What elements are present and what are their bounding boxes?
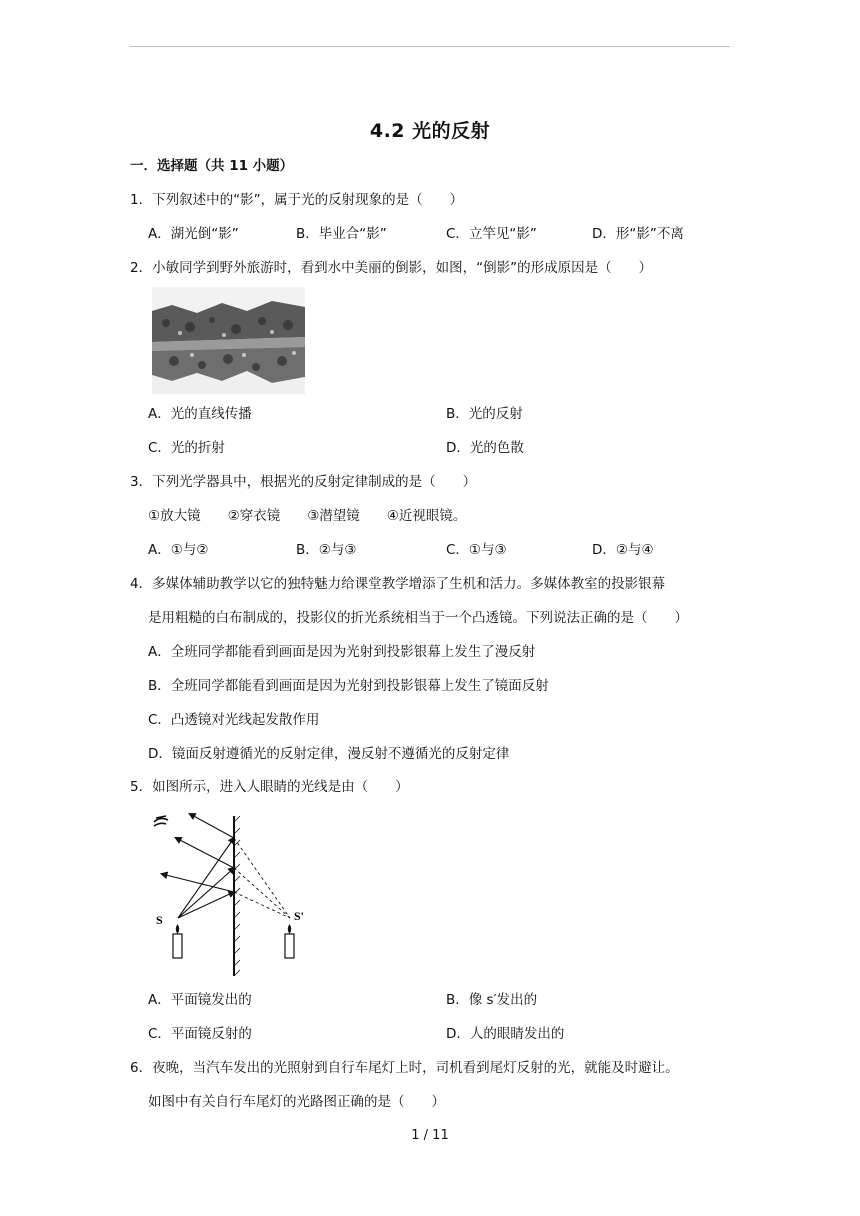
q4-option-d: D．镜面反射遵循光的反射定律，漫反射不遵循光的反射定律	[148, 746, 510, 762]
page-number: 1 / 11	[411, 1128, 449, 1143]
q1-option-b: B．毕业合“影”	[296, 226, 387, 242]
q6-stem-line1: 6．夜晚，当汽车发出的光照射到自行车尾灯上时，司机看到尾灯反射的光，就能及时避让。	[130, 1060, 679, 1076]
header-rule	[130, 46, 730, 47]
page-title: 4.2 光的反射	[369, 120, 491, 142]
q3-option-b: B．②与③	[296, 542, 357, 558]
q2-option-a: A．光的直线传播	[148, 406, 252, 422]
q5-stem: 5．如图所示，进入人眼睛的光线是由（ ）	[130, 779, 409, 795]
q3-option-d: D．②与④	[592, 542, 654, 558]
section-heading: 一．选择题（共 11 小题）	[130, 158, 294, 174]
q1-option-a: A．湖光倒“影”	[148, 226, 239, 242]
q2-option-c: C．光的折射	[148, 440, 225, 456]
q5-option-d: D．人的眼睛发出的	[446, 1026, 565, 1042]
candle-icon	[173, 934, 182, 958]
q2-option-d: D．光的色散	[446, 440, 524, 456]
q6-stem-line2: 如图中有关自行车尾灯的光路图正确的是（ ）	[148, 1094, 445, 1110]
label-s-prime: S'	[294, 909, 305, 923]
q1-stem: 1．下列叙述中的“影”，属于光的反射现象的是（ ）	[130, 192, 464, 208]
q5-option-a: A．平面镜发出的	[148, 992, 252, 1008]
reflection-photo	[152, 287, 305, 394]
q3-option-c: C．①与③	[446, 542, 507, 558]
q4-option-a: A．全班同学都能看到画面是因为光射到投影银幕上发生了漫反射	[148, 644, 536, 660]
q2-stem: 2．小敏同学到野外旅游时，看到水中美丽的倒影，如图，“倒影”的形成原因是（ ）	[130, 260, 653, 276]
candle-image-icon	[285, 934, 294, 958]
eye-icon	[154, 816, 168, 826]
q4-stem-line2: 是用粗糙的白布制成的，投影仪的折光系统相当于一个凸透镜。下列说法正确的是（ ）	[148, 610, 688, 626]
q4-option-b: B．全班同学都能看到画面是因为光射到投影银幕上发生了镜面反射	[148, 678, 549, 694]
q5-option-b: B．像 s′发出的	[446, 992, 538, 1008]
mirror-diagram	[150, 808, 310, 980]
label-s: S	[156, 913, 163, 927]
q3-stem: 3．下列光学器具中，根据光的反射定律制成的是（ ）	[130, 474, 477, 490]
q3-items: ①放大镜 ②穿衣镜 ③潜望镜 ④近视眼镜。	[148, 508, 467, 524]
q1-option-d: D．形“影”不离	[592, 226, 684, 242]
q4-stem-line1: 4．多媒体辅助教学以它的独特魅力给课堂教学增添了生机和活力。多媒体教室的投影银幕	[130, 576, 666, 592]
q4-option-c: C．凸透镜对光线起发散作用	[148, 712, 320, 728]
q5-option-c: C．平面镜反射的	[148, 1026, 252, 1042]
q2-option-b: B．光的反射	[446, 406, 523, 422]
q3-option-a: A．①与②	[148, 542, 209, 558]
q1-option-c: C．立竿见“影”	[446, 226, 537, 242]
